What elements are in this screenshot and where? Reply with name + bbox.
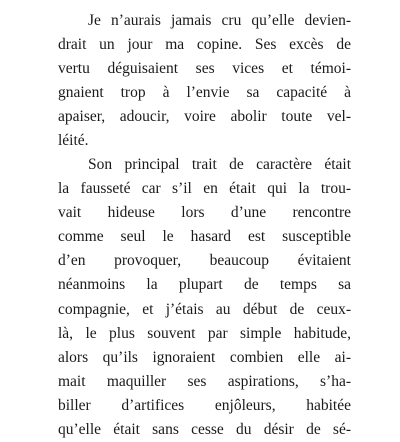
text-line: léité. xyxy=(58,132,89,150)
paragraph-2 xyxy=(58,153,351,442)
text-line: là, le plus souvent par simple habitude, xyxy=(58,324,351,342)
text-line: compagnie, et j’étais au début de ceux- xyxy=(58,300,351,318)
text-line: qu’elle était sans cesse du désir de sé- xyxy=(58,421,351,439)
paragraph-1 xyxy=(58,9,351,154)
text-line: d’en provoquer, beaucoup évitaient xyxy=(58,252,351,270)
text-line: néanmoins la plupart de temps sa xyxy=(58,276,351,294)
text-line: mait maquiller ses aspirations, s’ha- xyxy=(58,372,351,390)
text-line: vertu déguisaient ses vices et témoi- xyxy=(58,60,351,78)
text-line: alors qu’ils ignoraient combien elle ai- xyxy=(58,348,351,366)
text-line: drait un jour ma copine. Ses excès de xyxy=(58,36,351,54)
text-line: comme seul le hasard est susceptible xyxy=(58,228,351,246)
text-line: apaiser, adoucir, voire abolir toute vel- xyxy=(58,108,351,126)
text-line: Son principal trait de caractère était xyxy=(88,156,351,173)
text-line: vait hideuse lors d’une rencontre xyxy=(58,204,351,222)
text-line: la fausseté car s’il en était qui la trou- xyxy=(58,180,351,198)
text-line: gnaient trop à l’envie sa capacité à xyxy=(58,84,351,102)
text-line: Je n’aurais jamais cru qu’elle devien- xyxy=(88,12,351,29)
text-line: biller d’artifices enjôleurs, habitée xyxy=(58,396,351,414)
